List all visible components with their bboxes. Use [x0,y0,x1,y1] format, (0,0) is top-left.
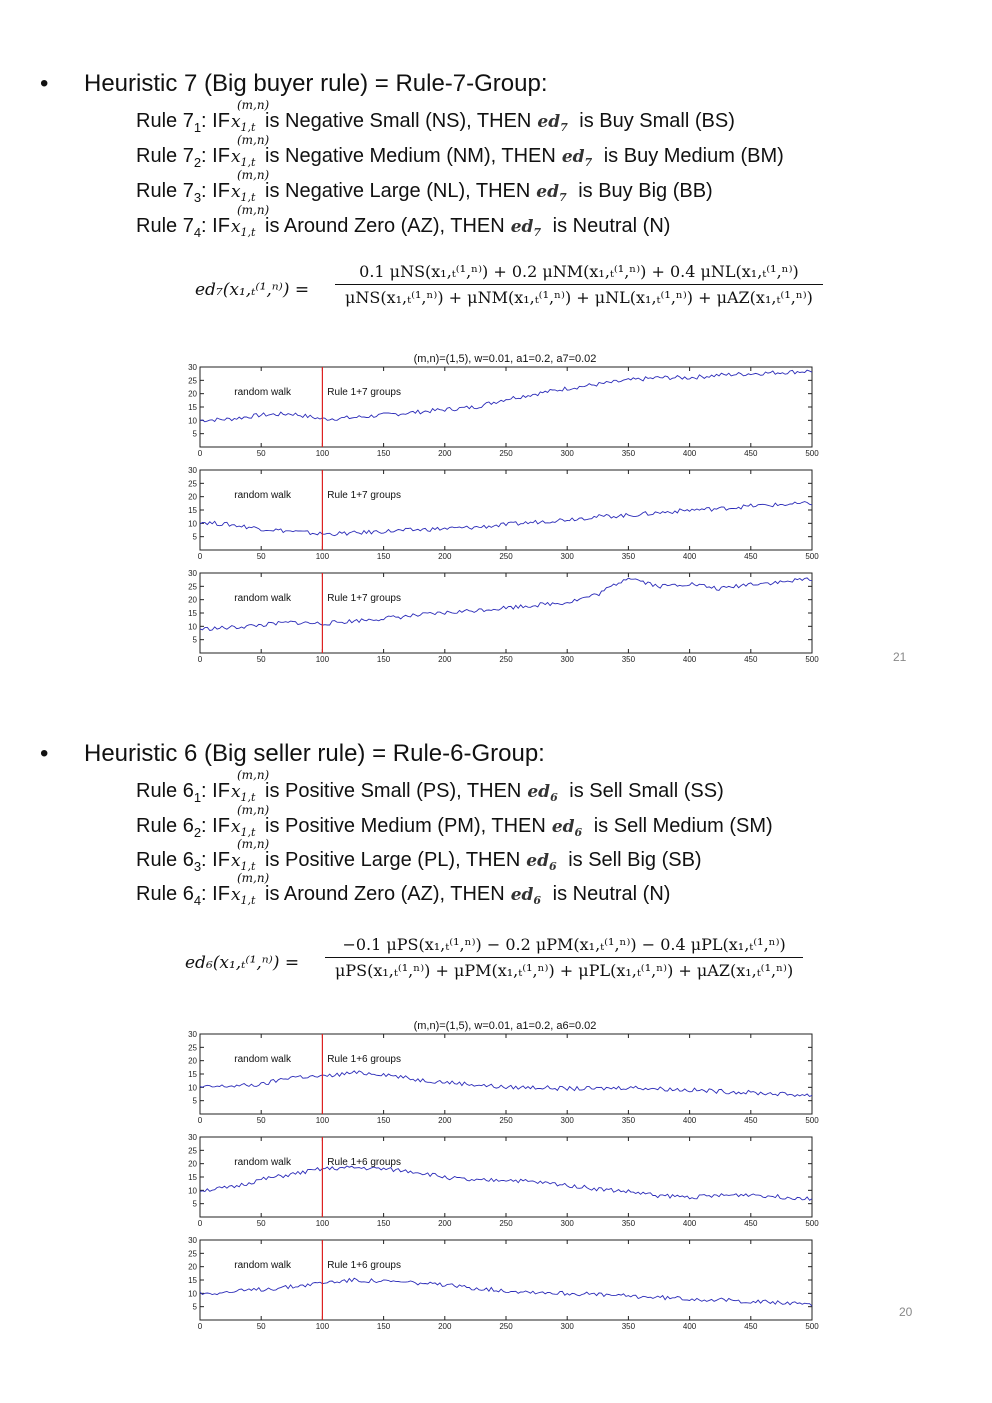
series-line [200,578,812,631]
rule-if: : IF [201,180,230,202]
output-variable [526,851,556,871]
x-tick-label: 500 [805,655,819,664]
x-tick-label: 500 [805,449,819,458]
x-tick-label: 150 [376,449,391,458]
rule-consequence: is Buy Medium (BM) [598,145,784,167]
right-label: Rule 1+7 groups [327,490,401,501]
y-tick-label: 30 [188,1133,197,1142]
var-sup: (m,n) [236,803,270,817]
y-tick-label: 10 [188,1083,197,1093]
var-sub: 1,t [240,860,256,873]
rule-consequence: is Sell Medium (SM) [588,815,773,837]
var-sup: (m,n) [236,168,270,182]
input-variable [230,768,270,804]
x-tick-label: 0 [197,655,203,664]
chart-panel [188,1236,819,1331]
formula-lhs: ed₆(x₁,ₜ⁽¹,ⁿ⁾) = [185,953,300,973]
rule-if: : IF [201,815,230,837]
x-tick-label: 0 [197,552,203,561]
var-base: x [230,182,241,202]
x-tick-label: 50 [256,552,266,561]
x-tick-label: 500 [805,1219,819,1228]
y-tick-label: 10 [188,519,197,529]
x-tick-label: 450 [744,1322,758,1331]
y-tick-label: 15 [188,1276,197,1285]
x-tick-label: 50 [256,449,266,458]
input-variable [230,168,270,204]
rule-subscript: 2 [193,155,202,170]
y-tick-label: 15 [188,506,197,515]
chart-title: (m,n)=(1,5), w=0.01, a1=0.2, a7=0.02 [413,353,597,365]
formula-fraction [325,935,803,980]
rule-label: Rule 7 [136,215,194,237]
x-tick-label: 150 [376,1116,391,1125]
y-tick-label: 30 [188,1236,197,1245]
x-tick-label: 300 [560,655,574,664]
x-tick-label: 100 [315,1116,330,1125]
x-tick-label: 450 [744,552,758,561]
ed-sub: 6 [533,894,542,907]
input-variable [230,133,270,169]
x-tick-label: 250 [499,655,513,664]
chart-figure-rule6 [170,1017,830,1331]
var-sub: 1,t [240,226,256,239]
x-tick-label: 100 [315,449,330,458]
x-tick-label: 500 [805,1322,819,1331]
line-chart [170,1017,830,1331]
x-tick-label: 350 [621,1322,636,1331]
rule-consequence: is Neutral (N) [547,883,671,905]
y-tick-label: 20 [188,1159,197,1169]
ed-base: ed [536,182,559,202]
rule-label: Rule 7 [136,145,194,167]
ed-sub: 7 [560,121,568,134]
ed-base: ed [526,851,549,871]
y-tick-label: 5 [192,429,197,439]
x-tick-label: 200 [438,655,452,664]
x-tick-label: 200 [438,1219,452,1228]
var-sub: 1,t [240,791,256,804]
y-tick-label: 25 [188,1043,197,1053]
rule-subscript: 1 [193,120,202,135]
left-label: random walk [234,387,291,398]
x-tick-label: 500 [805,1116,819,1125]
x-tick-label: 450 [744,1219,758,1228]
x-tick-label: 400 [682,1116,697,1125]
y-tick-label: 20 [188,1262,197,1272]
rule-line [136,768,724,805]
rule-line [136,837,702,874]
var-base: x [230,112,241,132]
rule-subscript: 4 [193,893,202,908]
chart-panel [188,363,819,458]
input-variable [230,871,270,907]
y-tick-label: 5 [192,1302,197,1312]
x-tick-label: 50 [256,1322,266,1331]
series-line [200,1278,812,1306]
chart-title: (m,n)=(1,5), w=0.01, a1=0.2, a6=0.02 [413,1020,597,1032]
ed-sub: 6 [549,860,557,873]
x-tick-label: 250 [499,1116,513,1125]
series-line [200,1071,812,1097]
rule-line [136,133,784,170]
x-tick-label: 250 [499,449,513,458]
var-sub: 1,t [240,156,256,169]
x-tick-label: 350 [621,449,636,458]
x-tick-label: 500 [805,552,819,561]
x-tick-label: 50 [256,1219,266,1228]
rule-if: : IF [201,145,230,167]
x-tick-label: 250 [499,1219,513,1228]
x-tick-label: 150 [376,1219,391,1228]
y-tick-label: 10 [188,1186,197,1196]
y-tick-label: 15 [188,403,197,412]
rule-if: : IF [201,780,230,802]
x-tick-label: 450 [744,449,758,458]
rule-condition: is Positive Medium (PM), THEN [259,815,546,837]
rule-consequence: is Sell Big (SB) [562,849,702,871]
x-tick-label: 200 [438,449,452,458]
rule-label: Rule 6 [136,849,194,871]
ed-base: ed [537,112,561,132]
y-tick-label: 5 [192,1096,197,1106]
rule-line [136,203,671,240]
y-tick-label: 30 [188,569,197,578]
x-tick-label: 100 [315,655,330,664]
var-base: x [230,147,241,167]
x-tick-label: 100 [315,1322,330,1331]
output-variable [562,147,592,167]
bullet: • [40,740,49,767]
y-tick-label: 20 [188,389,197,399]
input-variable [230,98,270,134]
y-tick-label: 10 [188,1289,197,1299]
y-tick-label: 10 [188,416,197,426]
var-sup: (m,n) [236,203,270,217]
x-tick-label: 150 [376,655,391,664]
ed-sub: 6 [574,826,583,839]
y-tick-label: 5 [192,1199,197,1209]
output-variable [537,112,567,132]
output-variable [536,182,566,202]
var-sub: 1,t [240,191,256,204]
right-label: Rule 1+7 groups [327,593,401,604]
output-variable [552,817,582,837]
var-sup: (m,n) [236,98,270,112]
rule-if: : IF [201,215,230,237]
series-line [200,1166,812,1200]
line-chart [170,350,830,664]
x-tick-label: 150 [376,1322,391,1331]
left-label: random walk [234,490,291,501]
plot-frame [200,1137,812,1217]
left-label: random walk [234,1260,291,1271]
x-tick-label: 350 [621,552,636,561]
left-label: random walk [234,1157,291,1168]
x-tick-label: 300 [560,1219,574,1228]
ed-sub: 7 [559,191,567,204]
var-base: x [230,851,241,871]
output-variable [527,782,557,802]
left-label: random walk [234,593,291,604]
formula-numerator: 0.1 μNS(x₁,ₜ⁽¹,ⁿ⁾) + 0.2 μNM(x₁,ₜ⁽¹,ⁿ⁾) + 0.4 μNL(x₁,ₜ⁽¹,ⁿ⁾) [359,262,799,281]
y-tick-label: 5 [192,532,197,542]
page-number: 20 [899,1305,913,1319]
chart-panel [188,1030,819,1125]
x-tick-label: 300 [560,449,574,458]
rule-condition: is Around Zero (AZ), THEN [259,883,505,905]
y-tick-label: 20 [188,1056,197,1066]
plot-frame [200,573,812,653]
var-sup: (m,n) [236,837,270,851]
chart-panel [188,569,819,664]
rule-line [136,803,773,840]
left-label: random walk [234,1054,291,1065]
page-number: 21 [893,650,907,664]
x-tick-label: 400 [682,1219,697,1228]
ed-base: ed [561,147,585,167]
x-tick-label: 350 [621,1116,636,1125]
x-tick-label: 200 [438,552,452,561]
x-tick-label: 300 [560,552,574,561]
rule-condition: is Negative Small (NS), THEN [259,110,532,132]
ed-sub: 7 [533,226,542,239]
y-tick-label: 30 [188,363,197,372]
plot-frame [200,367,812,447]
rule-subscript: 3 [193,859,202,874]
var-sub: 1,t [240,894,256,907]
chart-figure-rule7 [170,350,830,664]
plot-frame [200,470,812,550]
rule-label: Rule 7 [136,110,194,132]
formula-lhs: ed₇(x₁,ₜ⁽¹,ⁿ⁾) = [195,280,310,300]
rule-consequence: is Buy Big (BB) [572,180,713,202]
y-tick-label: 25 [188,1249,197,1259]
y-tick-label: 15 [188,1173,197,1182]
rule-condition: is Positive Small (PS), THEN [259,780,522,802]
right-label: Rule 1+6 groups [327,1157,401,1168]
formula-denominator: μNS(x₁,ₜ⁽¹,ⁿ⁾) + μNM(x₁,ₜ⁽¹,ⁿ⁾) + μNL(x₁,ₜ⁽¹,ⁿ⁾) + μAZ(x₁,ₜ⁽¹,ⁿ⁾) [345,288,813,307]
var-base: x [230,217,241,237]
rule-condition: is Positive Large (PL), THEN [259,849,521,871]
y-tick-label: 5 [192,635,197,645]
rule-line [136,871,671,908]
y-tick-label: 25 [188,479,197,489]
x-tick-label: 0 [197,1219,203,1228]
var-sup: (m,n) [236,133,270,147]
x-tick-label: 400 [682,552,697,561]
x-tick-label: 350 [621,655,636,664]
bullet: • [40,70,49,97]
rule-label: Rule 6 [136,815,194,837]
x-tick-label: 150 [376,552,391,561]
x-tick-label: 250 [499,1322,513,1331]
formula-denominator: μPS(x₁,ₜ⁽¹,ⁿ⁾) + μPM(x₁,ₜ⁽¹,ⁿ⁾) + μPL(x₁,ₜ⁽¹,ⁿ⁾) + μAZ(x₁,ₜ⁽¹,ⁿ⁾) [335,961,794,980]
rule-label: Rule 7 [136,180,194,202]
series-line [200,502,812,536]
series-line [200,370,812,422]
x-tick-label: 0 [197,1322,203,1331]
rule-consequence: is Neutral (N) [547,215,671,237]
input-variable [230,837,270,873]
input-variable [230,203,270,239]
y-tick-label: 20 [188,595,197,605]
section-heading: Heuristic 6 (Big seller rule) = Rule-6-Group: [84,740,545,767]
plot-frame [200,1240,812,1320]
var-base: x [230,885,241,905]
x-tick-label: 0 [197,449,203,458]
x-tick-label: 200 [438,1322,452,1331]
right-label: Rule 1+6 groups [327,1260,401,1271]
formula-fraction [335,262,823,307]
x-tick-label: 400 [682,655,697,664]
rule-label: Rule 6 [136,883,194,905]
x-tick-label: 350 [621,1219,636,1228]
x-tick-label: 250 [499,552,513,561]
var-base: x [230,782,241,802]
x-tick-label: 0 [197,1116,203,1125]
output-variable [511,217,541,237]
rule-condition: is Around Zero (AZ), THEN [259,215,505,237]
chart-panel [188,466,819,561]
ed-base: ed [551,817,575,837]
x-tick-label: 50 [256,1116,266,1125]
x-tick-label: 300 [560,1322,574,1331]
rule-if: : IF [201,110,230,132]
y-tick-label: 30 [188,466,197,475]
y-tick-label: 25 [188,1146,197,1156]
rule-subscript: 1 [193,790,202,805]
rule-subscript: 4 [193,225,202,240]
y-tick-label: 25 [188,376,197,386]
rule-line [136,98,735,135]
var-sub: 1,t [240,121,256,134]
chart-panel [188,1133,819,1228]
rule-if: : IF [201,883,230,905]
section-heading: Heuristic 7 (Big buyer rule) = Rule-7-Group: [84,70,548,97]
y-tick-label: 20 [188,492,197,502]
y-tick-label: 15 [188,609,197,618]
rule-subscript: 3 [193,190,202,205]
x-tick-label: 50 [256,655,266,664]
input-variable [230,803,270,839]
rule-line [136,168,713,205]
right-label: Rule 1+6 groups [327,1054,401,1065]
plot-frame [200,1034,812,1114]
ed-base: ed [510,217,534,237]
x-tick-label: 400 [682,449,697,458]
var-base: x [230,817,241,837]
x-tick-label: 100 [315,552,330,561]
formula-numerator: −0.1 μPS(x₁,ₜ⁽¹,ⁿ⁾) − 0.2 μPM(x₁,ₜ⁽¹,ⁿ⁾) − 0.4 μPL(x₁,ₜ⁽¹,ⁿ⁾) [342,935,786,954]
var-sup: (m,n) [236,871,270,885]
rule-condition: is Negative Medium (NM), THEN [259,145,556,167]
output-variable [511,885,541,905]
right-label: Rule 1+7 groups [327,387,401,398]
y-tick-label: 10 [188,622,197,632]
x-tick-label: 450 [744,1116,758,1125]
x-tick-label: 100 [315,1219,330,1228]
rule-if: : IF [201,849,230,871]
x-tick-label: 450 [744,655,758,664]
rule-label: Rule 6 [136,780,194,802]
ed-base: ed [527,782,551,802]
x-tick-label: 300 [560,1116,574,1125]
var-sub: 1,t [240,826,256,839]
y-tick-label: 25 [188,582,197,592]
y-tick-label: 15 [188,1070,197,1079]
ed-sub: 7 [584,156,593,169]
var-sup: (m,n) [236,768,270,782]
x-tick-label: 200 [438,1116,452,1125]
ed-base: ed [510,885,534,905]
rule-subscript: 2 [193,825,202,840]
rule-consequence: is Buy Small (BS) [573,110,735,132]
rule-condition: is Negative Large (NL), THEN [259,180,531,202]
x-tick-label: 400 [682,1322,697,1331]
y-tick-label: 30 [188,1030,197,1039]
ed-sub: 6 [550,791,558,804]
rule-consequence: is Sell Small (SS) [563,780,724,802]
